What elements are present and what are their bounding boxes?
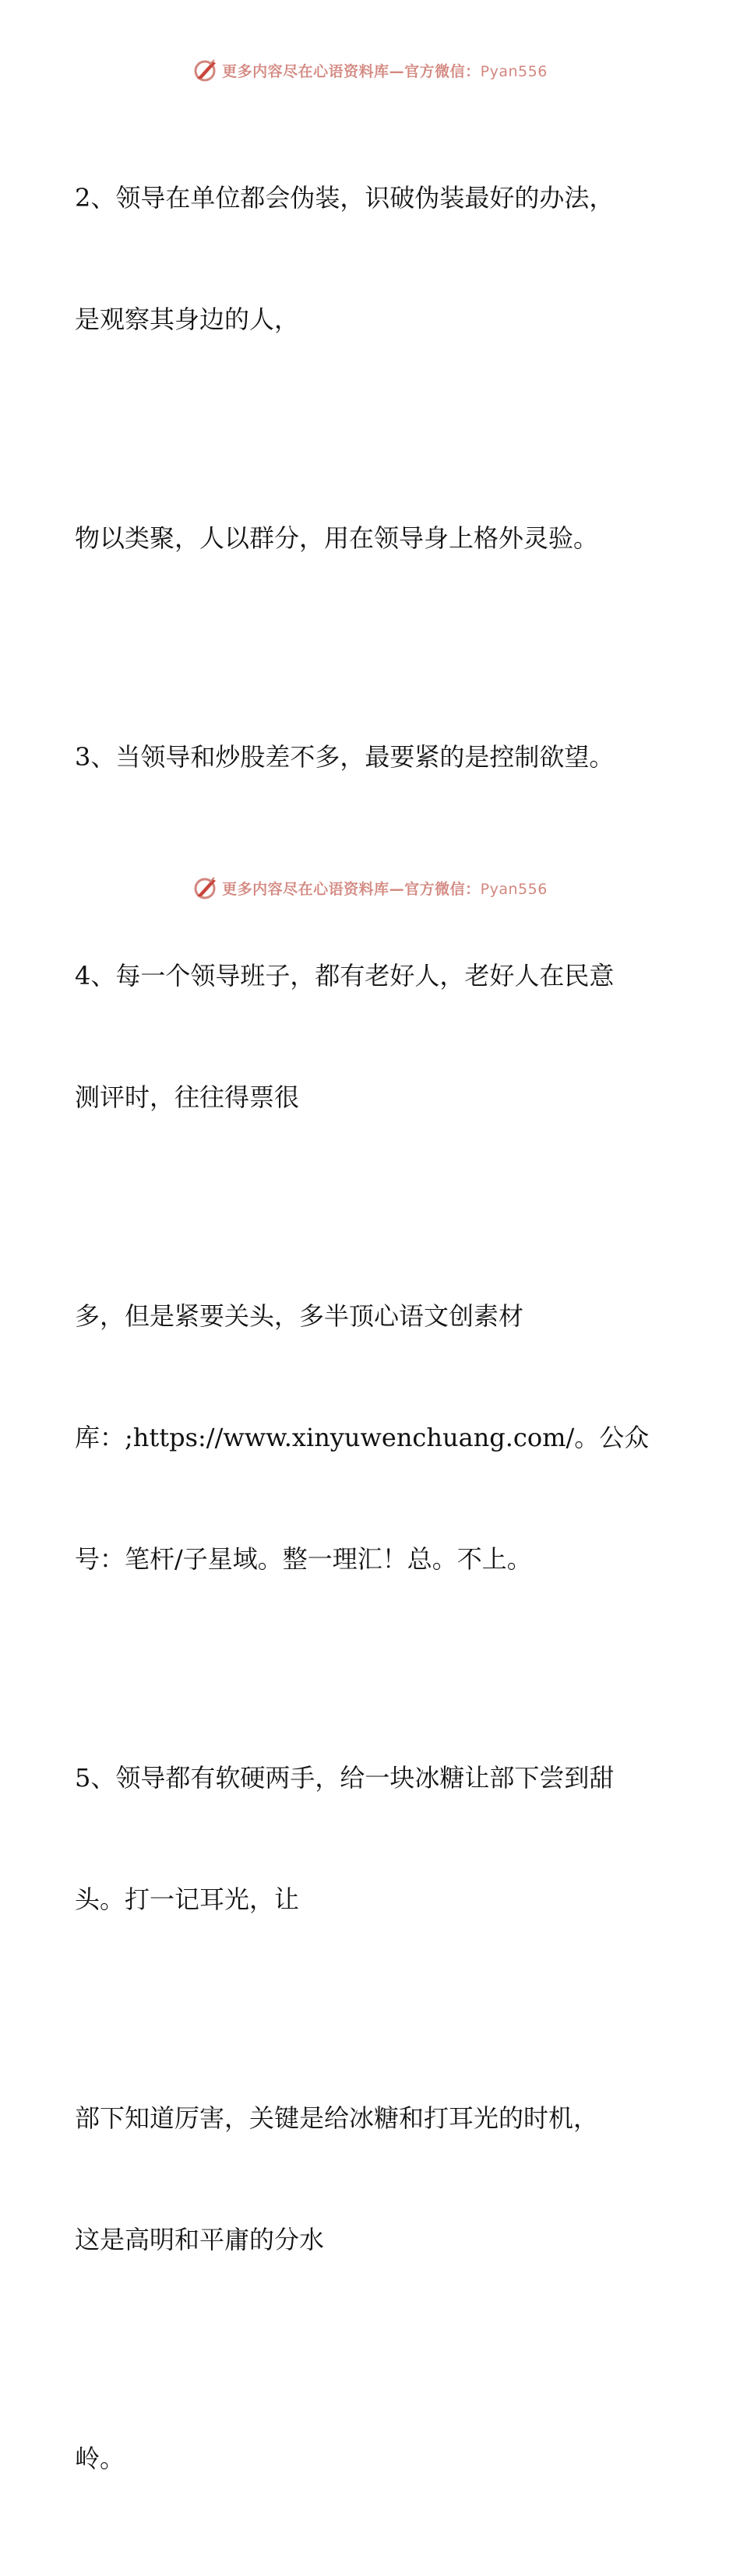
- footer-banner-text: [222, 878, 548, 899]
- paragraph: [75, 2017, 667, 2341]
- paragraph: [75, 437, 667, 639]
- paragraph-line: 测评时，往往得票很: [75, 1082, 300, 1112]
- paragraph-line: 4、每一个领导班子，都有老好人，老好人在民意: [75, 961, 615, 991]
- paragraph-line: 库：;https://www.xinyuwenchuang.com/。公众: [75, 1423, 650, 1452]
- quill-pen-circle-icon: [192, 57, 219, 83]
- paragraph-line: 多，但是紧要关头，多半顶心语文创素材: [75, 1301, 524, 1331]
- paragraph: [75, 1677, 667, 2001]
- paragraph: [75, 875, 667, 1198]
- paragraph-line: 2、领导在单位都会伪装，识破伪装最好的办法，: [75, 183, 615, 213]
- paragraph: [75, 97, 667, 421]
- footer-wechat-id: Pyan556: [480, 880, 548, 898]
- header-banner: [0, 56, 740, 84]
- header-banner-label: 更多内容尽在心语资料库—官方微信：: [222, 62, 481, 80]
- paragraph: [75, 656, 667, 858]
- footer-banner: [0, 874, 740, 902]
- paragraph: [75, 2357, 667, 2560]
- paragraph: [75, 1215, 667, 1660]
- document-body: [75, 97, 667, 2576]
- header-banner-text: [222, 60, 548, 81]
- paragraph-line: 岭。: [75, 2444, 125, 2473]
- header-wechat-id: Pyan556: [480, 62, 548, 80]
- paragraph-line: 头。打一记耳光，让: [75, 1884, 300, 1914]
- quill-pen-circle-icon: [192, 875, 219, 901]
- paragraph-line: 号：笔杆/子星域。整一理汇！总。不上。: [75, 1544, 532, 1574]
- paragraph-line: 部下知道厉害，关键是给冰糖和打耳光的时机，: [75, 2103, 599, 2133]
- paragraph-line: 5、领导都有软硬两手，给一块冰糖让部下尝到甜: [75, 1763, 615, 1793]
- paragraph-line: 是观察其身边的人，: [75, 304, 300, 334]
- paragraph-line: 这是高明和平庸的分水: [75, 2225, 325, 2254]
- paragraph-line: 物以类聚，人以群分，用在领导身上格外灵验。: [75, 523, 599, 553]
- footer-banner-label: 更多内容尽在心语资料库—官方微信：: [222, 880, 481, 898]
- paragraph-line: 3、当领导和炒股差不多，最要紧的是控制欲望。: [75, 742, 615, 772]
